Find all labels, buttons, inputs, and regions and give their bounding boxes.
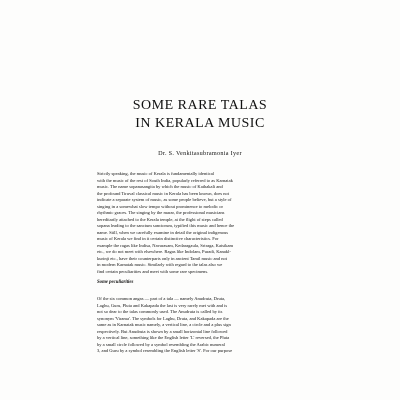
text-line: example the ragas like Indisa, Navarasam, Kedaragaula, Sriraga, Kaisikam [97, 242, 234, 248]
text-line: the profound Tiruval classical music in Kerala has been known, does not [97, 190, 230, 196]
article-title-line-2: IN KERALA MUSIC [135, 116, 265, 131]
text-line: singing in a somewhat slow tempo without prominence to melodic or [97, 203, 224, 209]
text-line: same as in Karnatak music namely, a vertical line, a circle and a plus sign [97, 322, 231, 327]
text-line: by a vertical line, something like the English letter 'L' reversed, the Pluta [97, 335, 230, 340]
text-line: music of Kerala we find in it certain distinctive characteristics. For [97, 236, 219, 241]
text-line: kurinji etc., have their counterparts only in ancient Tamil music and not [97, 255, 228, 261]
text-line: not so dear to the talas commonly used. The Anudruta is called by its [97, 309, 223, 314]
body-paragraph [97, 296, 303, 355]
text-line: indicate a separate system of music, as some people believe, but a style of [97, 197, 232, 202]
intro-paragraph [97, 171, 303, 275]
text-line: synonym 'Virama'. The symbols for Laghu, Druta, and Kakapada are the [97, 315, 229, 321]
text-line: hereditarily attached to the Kerala temple, at the flight of steps called [97, 216, 223, 222]
section-heading: Some peculiarities [97, 280, 134, 285]
text-line: respectively. But Anudruta is shown by a small horizontal line followed [97, 328, 228, 334]
text-line: in modern Karnatak music. Similarly with regard to the talas also we [97, 262, 223, 267]
text-line: rhythmic graces. The singing by the marar, the professional musicians [97, 210, 225, 215]
text-line: with the music of the rest of South India, popularly referred to as Karnatak [97, 177, 233, 183]
text-line: Strictly speaking, the music of Kerala is fundamentally identical [97, 171, 215, 176]
text-line: Of the six common angas — part of a tala — namely Anudruta, Druta, [97, 296, 226, 301]
text-line: name. Still, when we carefully examine in detail the original indigenous [97, 229, 229, 235]
text-line: by a small circle followed by a symbol resembling the Arabic numeral [97, 341, 225, 347]
text-line: sopana leading to the sanctum sanctorum, typified this music and hence the [97, 223, 235, 228]
text-line: Laghu, Guru, Pluta and Kakapada the last is very rarely met with and is [97, 302, 228, 308]
text-line: find certain peculiarities and meet with some rare specimens. [97, 268, 209, 274]
text-line: music. The name sopanasangita by which the music of Kathakali and [97, 184, 223, 189]
text-line: etc., we do not meet with elsewhere. Ragas like Indolam, Puradi, Kanakl- [97, 249, 231, 254]
article-title-line-1: SOME RARE TALAS [132, 98, 268, 113]
text-line: 3, and Guru by a symbol resembling the English letter 'S'. For our purpose [97, 348, 233, 353]
author-byline: Dr. S. Venkitasubramonia Iyer [158, 150, 242, 157]
